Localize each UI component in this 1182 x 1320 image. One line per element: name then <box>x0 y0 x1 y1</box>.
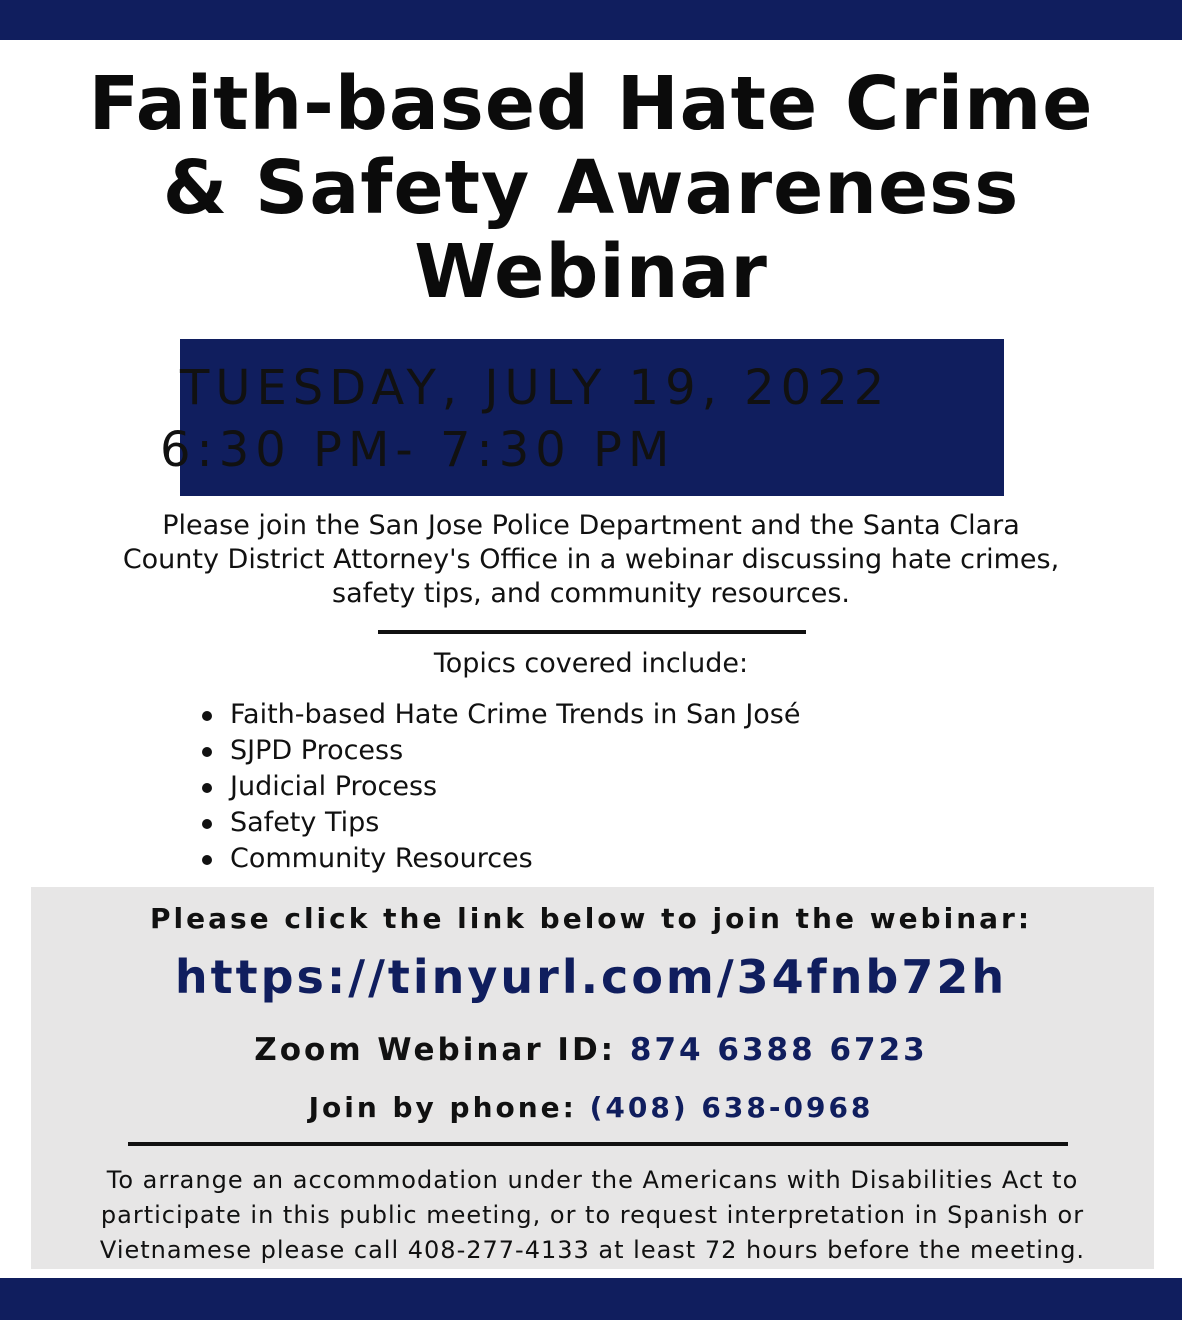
topics-heading: Topics covered include: <box>433 648 749 679</box>
ada-line-2: participate in this public meeting, or to request interpretation in Spanish or <box>100 1201 1085 1229</box>
intro-line-3: safety tips, and community resources. <box>332 578 850 609</box>
intro-line-2: County District Attorney's Office in a webinar discussing hate crimes, <box>122 544 1060 575</box>
event-time: 6:30 PM- 7:30 PM <box>160 422 676 478</box>
title-line-1: Faith-based Hate Crime <box>88 61 1094 147</box>
event-date: TUESDAY, JULY 19, 2022 <box>180 360 891 416</box>
list-item: Community Resources <box>200 841 800 877</box>
divider-bottom <box>128 1142 1068 1146</box>
title-line-2: & Safety Awareness <box>162 145 1020 231</box>
top-banner-bar <box>0 0 1182 40</box>
divider-top <box>378 630 806 634</box>
flyer-title <box>0 62 1182 314</box>
zoom-webinar-id <box>0 1032 1182 1068</box>
zoom-id-value: 874 6388 6723 <box>629 1032 928 1068</box>
intro-paragraph <box>40 509 1142 611</box>
ada-line-1: To arrange an accommodation under the Americans with Disabilities Act to <box>106 1166 1079 1194</box>
ada-line-3: Vietnamese please call 408-277-4133 at least 72 hours before the meeting. <box>99 1236 1086 1264</box>
phone-label: Join by phone: <box>308 1091 590 1124</box>
join-by-phone <box>0 1091 1182 1124</box>
topics-list <box>200 697 800 877</box>
list-item: SJPD Process <box>200 733 800 769</box>
list-item: Faith-based Hate Crime Trends in San José <box>200 697 800 733</box>
phone-number[interactable]: (408) 638-0968 <box>589 1091 874 1124</box>
intro-line-1: Please join the San Jose Police Department and the Santa Clara <box>162 510 1020 541</box>
zoom-id-label: Zoom Webinar ID: <box>254 1032 630 1068</box>
webinar-link[interactable]: https://tinyurl.com/34fnb72h <box>174 950 1008 1004</box>
list-item: Judicial Process <box>200 769 800 805</box>
ada-notice <box>31 1163 1154 1268</box>
title-line-3: Webinar <box>414 229 768 315</box>
bottom-banner-bar <box>0 1278 1182 1320</box>
join-prompt: Please click the link below to join the webinar: <box>149 902 1033 935</box>
list-item: Safety Tips <box>200 805 800 841</box>
